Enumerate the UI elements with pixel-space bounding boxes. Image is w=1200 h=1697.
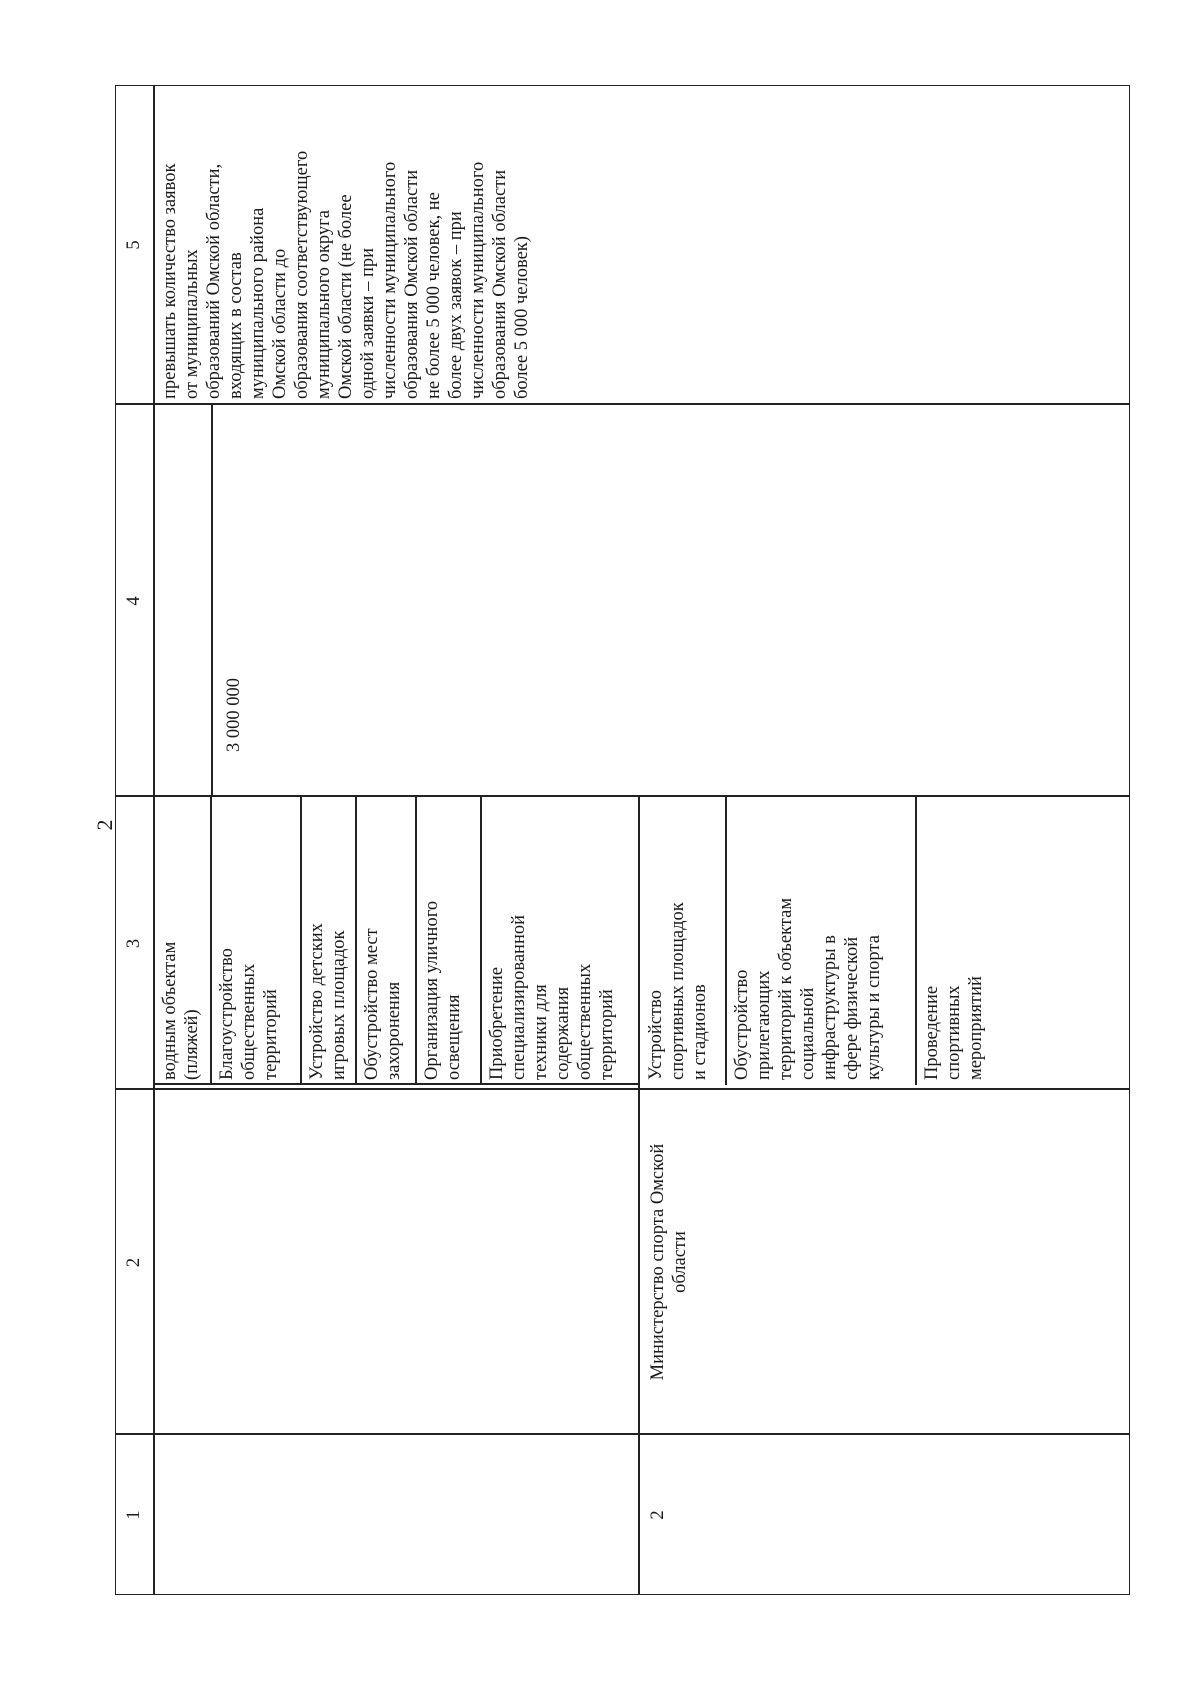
row2-divider (638, 797, 640, 1595)
col-divider-3 (115, 796, 1130, 798)
activity-divider-6 (725, 797, 727, 1085)
activity-beach: водным объектам (пляжей) (160, 941, 202, 1080)
col-divider-3a (153, 1084, 638, 1086)
col4-subdivider (211, 405, 213, 797)
header-col-4: 4 (124, 596, 144, 606)
activity-divider-2 (300, 797, 302, 1085)
activity-sport-events: Проведение спортивных мероприятий (922, 976, 986, 1080)
activity-sports-grounds: Устройство спортивных площадок и стадионов (646, 902, 710, 1080)
col6-conditions-text: превышать количество заявок от муниципальных образований Омской области, входящих в состав муниципального района Омской области до образования соответствующего муниципального округа Омской области (не более одной заявки – при численности муниципального образования Омской области не более 5 000 человек, не более двух заявок – при численности муниципального образования Омской области более 5 000 человек) (160, 150, 532, 399)
page-number: 2 (92, 819, 117, 831)
col-divider-2 (115, 1089, 1130, 1091)
activity-public-territories: Благоустройство общественных территорий (217, 948, 281, 1080)
activity-special-equipment: Приобретение специализированной техники для содержания общественных территорий (487, 915, 617, 1080)
activity-street-lighting: Организация уличного освещения (422, 900, 464, 1080)
header-col-1: 1 (124, 1510, 144, 1520)
header-divider (153, 85, 155, 1595)
activity-divider-5 (480, 797, 482, 1085)
header-col-5: 5 (124, 240, 144, 250)
activity-divider-4 (415, 797, 417, 1085)
activity-divider-1 (210, 797, 212, 1085)
amount-value: 3 000 000 (224, 678, 244, 752)
activity-divider-3 (355, 797, 357, 1085)
rotated-table (115, 85, 1130, 1595)
header-col-3: 3 (124, 938, 144, 949)
header-col-2: 2 (124, 1257, 144, 1268)
col-divider-1 (115, 1434, 1130, 1436)
activity-burial-places: Обустройство мест захоронения (362, 928, 404, 1080)
row2-number: 2 (648, 1510, 668, 1520)
activity-adjacent-territories: Обустройство прилегающих территорий к объектам социальной инфраструктуры в сфере физической культуры и спорта (732, 897, 884, 1080)
activity-playgrounds: Устройство детских игровых площадок (307, 923, 349, 1080)
row2-ministry: Министерство спорта Омской области (648, 1143, 690, 1381)
col-divider-4 (115, 404, 1130, 406)
activity-divider-7 (915, 797, 917, 1085)
